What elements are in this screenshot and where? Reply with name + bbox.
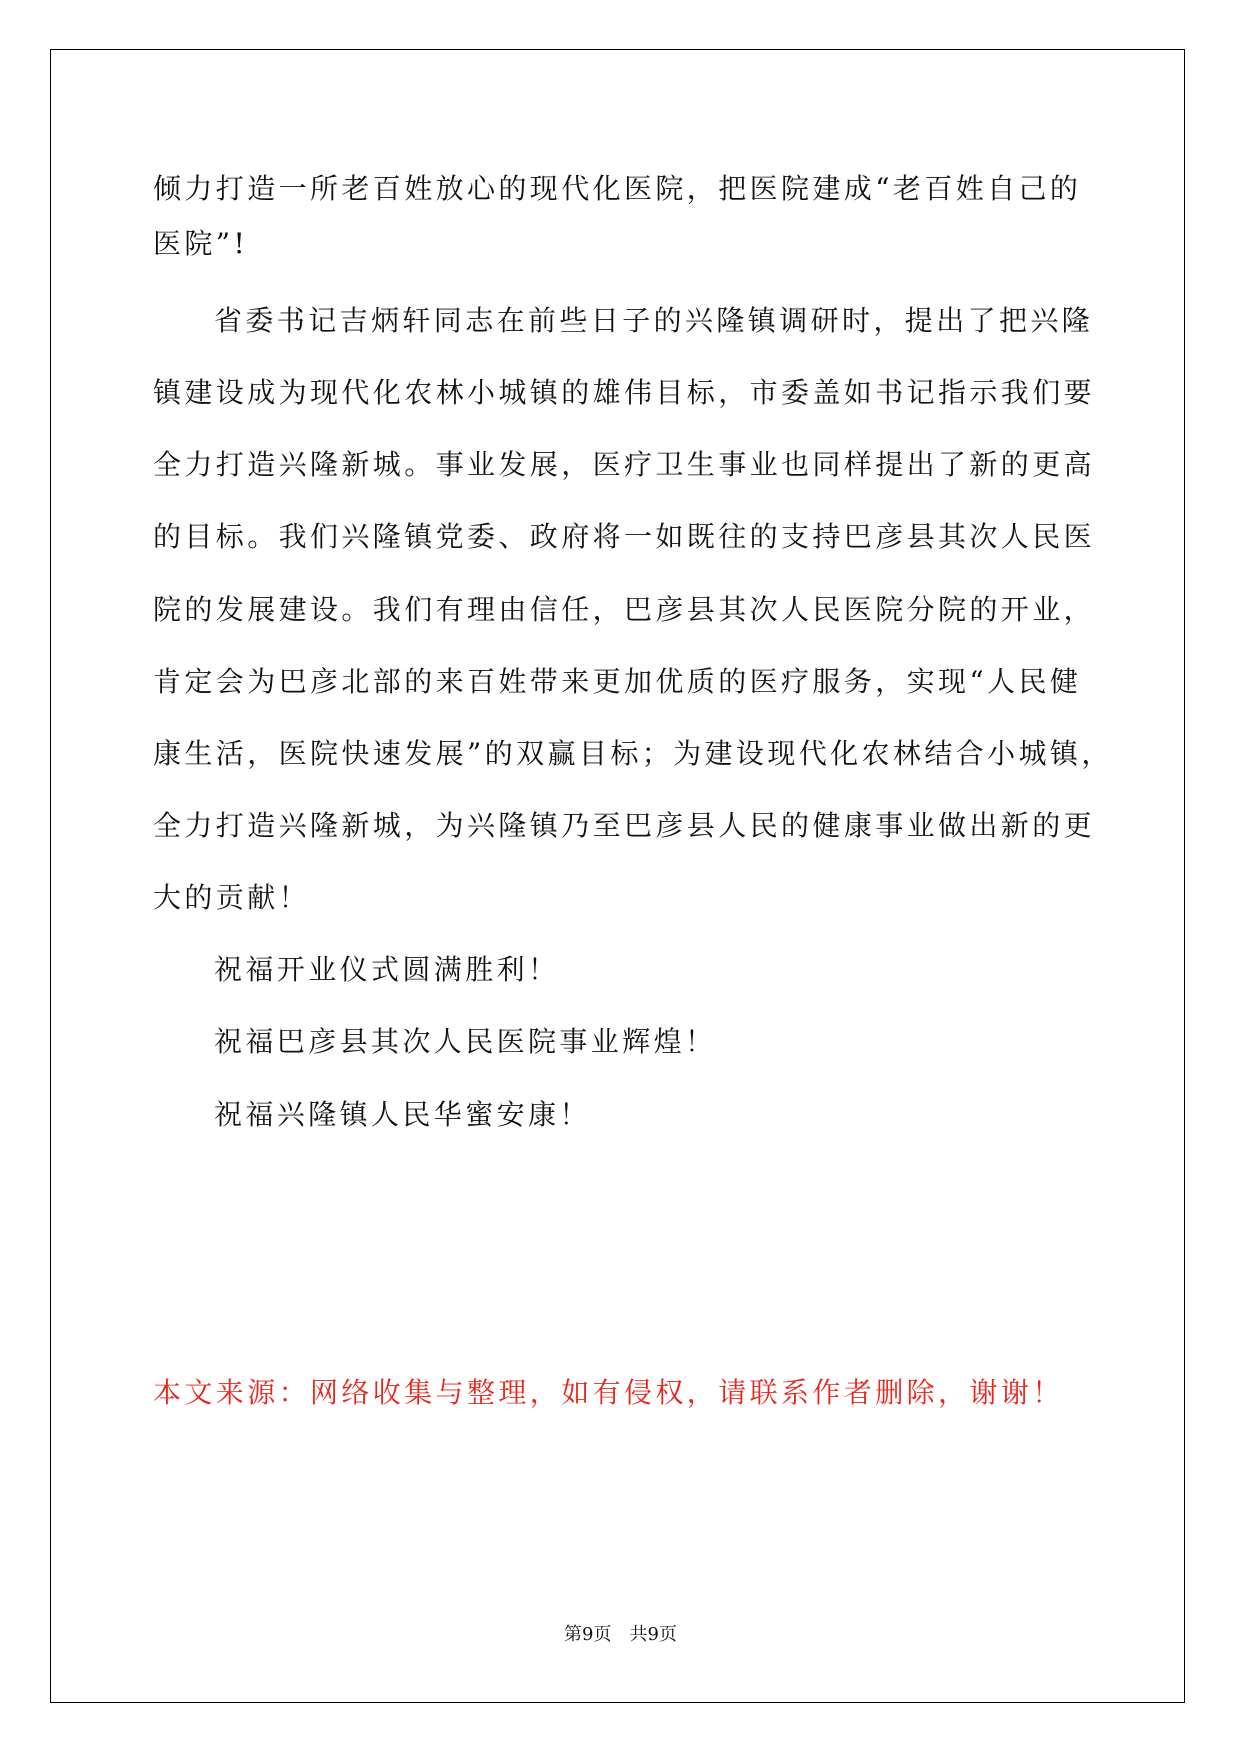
- page-border: [50, 49, 1185, 1703]
- body-text-line: 的目标。我们兴隆镇党委、政府将一如既往的支持巴彦县其次人民医: [153, 520, 1096, 553]
- body-text-line: 肯定会为巴彦北部的来百姓带来更加优质的医疗服务，实现“人民健: [153, 665, 1082, 698]
- paragraph-start-line: 省委书记吉炳轩同志在前些日子的兴隆镇调研时，提出了把兴隆: [214, 304, 1094, 337]
- body-text-line: 镇建设成为现代化农林小城镇的雄伟目标，市委盖如书记指示我们要: [153, 376, 1096, 409]
- body-text-line: 全力打造兴隆新城，为兴隆镇乃至巴彦县人民的健康事业做出新的更: [153, 809, 1096, 842]
- body-text-line: 医院”!: [153, 227, 249, 260]
- page-number-footer: 第9页 共9页: [564, 1624, 677, 1645]
- body-text-line: 院的发展建设。我们有理由信任，巴彦县其次人民医院分院的开业，: [153, 593, 1096, 626]
- closing-wish-line: 祝福兴隆镇人民华蜜安康！: [214, 1098, 591, 1131]
- closing-wish-line: 祝福开业仪式圆满胜利！: [214, 953, 560, 986]
- source-disclaimer: 本文来源：网络收集与整理，如有侵权，请联系作者删除，谢谢！: [153, 1376, 1064, 1409]
- body-text-line: 倾力打造一所老百姓放心的现代化医院，把医院建成“老百姓自己的: [153, 172, 1082, 205]
- body-text-line: 全力打造兴隆新城。事业发展，医疗卫生事业也同样提出了新的更高: [153, 448, 1096, 481]
- closing-wish-line: 祝福巴彦县其次人民医院事业辉煌！: [214, 1025, 717, 1058]
- body-text-line: 康生活，医院快速发展”的双赢目标；为建设现代化农林结合小城镇，: [153, 737, 1113, 770]
- body-text-line: 大的贡献！: [153, 881, 311, 914]
